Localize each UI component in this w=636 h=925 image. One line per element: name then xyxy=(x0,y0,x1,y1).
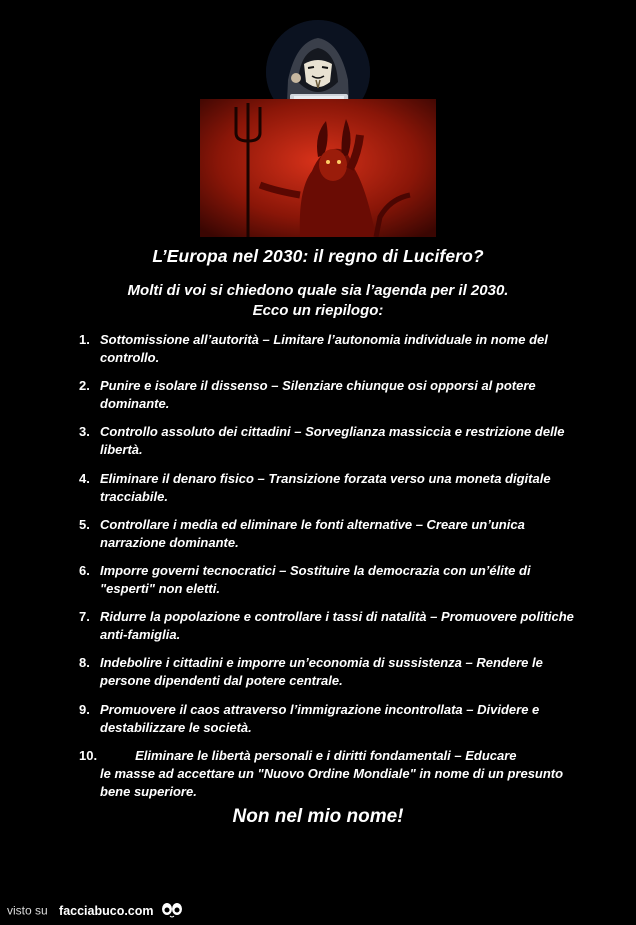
closing-statement: Non nel mio nome! xyxy=(232,806,404,827)
list-item: 3. Controllo assoluto dei cittadini – Sorveglianza massiccia e restrizione delle libertà. xyxy=(79,424,565,458)
list-item: 8. Indebolire i cittadini e imporre un’economia di sussistenza – Rendere le persone dipendenti dal potere centrale. xyxy=(79,655,543,689)
list-item: 4. Eliminare il denaro fisico – Transizione forzata verso una moneta digitale tracciabile. xyxy=(79,470,551,504)
list-item: 5. Controllare i media ed eliminare le fonti alternative – Creare un’unica narrazione dominante. xyxy=(79,516,525,550)
site-logo-text[interactable]: facciabuco.com xyxy=(59,903,154,918)
list-item: 10. Eliminare le libertà personali e i diritti fondamentali – Educare le masse ad accettare un "Nuovo Ordine Mondiale" in nome di un presunto bene superiore. xyxy=(79,747,564,799)
agenda-list xyxy=(79,331,579,811)
list-item: 9. Promuovere il caos attraverso l’immigrazione incontrollata – Dividere e destabilizzare le società. xyxy=(79,701,540,735)
visto-su-label: visto su xyxy=(7,903,48,918)
list-item: 7. Ridurre la popolazione e controllare i tassi di natalità – Promuovere politiche anti-famiglia. xyxy=(79,609,574,643)
subtitle-line-2: Ecco un riepilogo: xyxy=(252,302,384,319)
page-title: L’Europa nel 2030: il regno di Lucifero? xyxy=(152,246,484,266)
list-item: 6. Imporre governi tecnocratici – Sostituire la democrazia con un’élite di "esperti" non eletti. xyxy=(79,562,531,596)
devil-image xyxy=(200,99,436,237)
list-item: 1. Sottomissione all’autorità – Limitare l’autonomia individuale in nome del controllo. xyxy=(79,332,548,365)
footer-watermark xyxy=(7,902,183,921)
eyes-icon xyxy=(161,902,183,921)
list-item: 2. Punire e isolare il dissenso – Silenziare chiunque osi opporsi al potere dominante. xyxy=(79,378,536,412)
subtitle-line-1: Molti di voi si chiedono quale sia l’agenda per il 2030. xyxy=(127,282,509,299)
